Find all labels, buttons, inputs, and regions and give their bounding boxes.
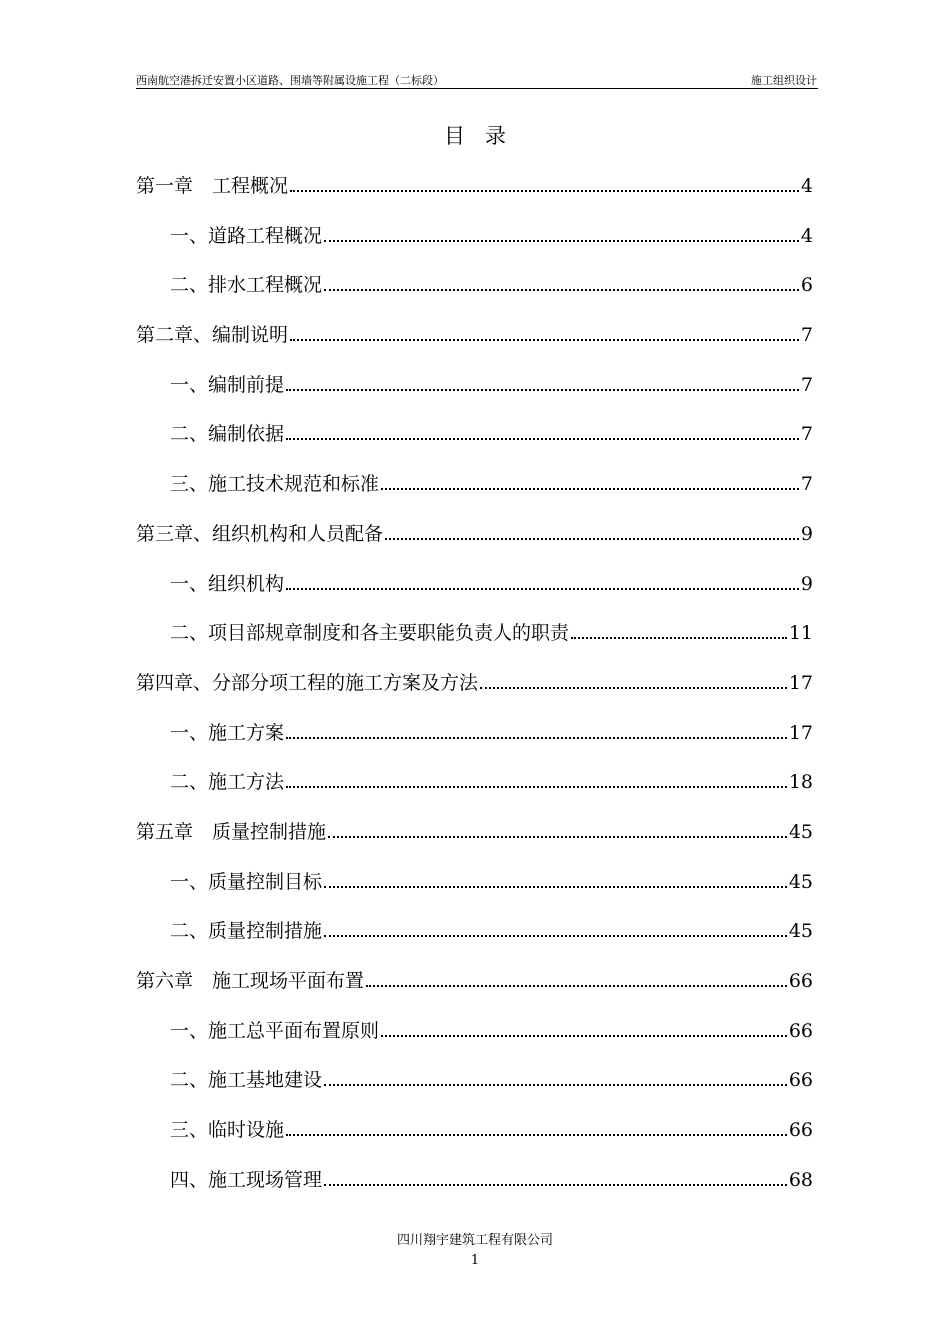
toc-entry-page: 45 bbox=[788, 820, 813, 843]
toc-entry-title: 二、项目部规章制度和各主要职能负责人的职责 bbox=[170, 622, 570, 645]
dot-leader bbox=[381, 1035, 787, 1037]
toc-entry-page: 17 bbox=[788, 721, 813, 744]
toc-entry-page: 11 bbox=[788, 622, 813, 645]
toc-entry[interactable] bbox=[136, 818, 813, 868]
dot-leader bbox=[480, 687, 787, 689]
toc-entry[interactable] bbox=[136, 868, 813, 918]
dot-leader bbox=[286, 438, 799, 440]
toc-entry-title: 二、施工方法 bbox=[170, 771, 285, 794]
toc-entry-title: 二、施工基地建设 bbox=[170, 1069, 323, 1092]
toc-entry[interactable] bbox=[136, 619, 813, 669]
toc-entry-page: 9 bbox=[800, 522, 813, 545]
toc-entry[interactable] bbox=[136, 1116, 813, 1166]
toc-entry-title: 第四章、分部分项工程的施工方案及方法 bbox=[136, 671, 479, 694]
dot-leader bbox=[324, 240, 799, 242]
toc-entry[interactable] bbox=[136, 1066, 813, 1116]
toc-entry-title: 一、道路工程概况 bbox=[170, 224, 323, 247]
toc-entry-page: 66 bbox=[788, 1069, 813, 1092]
dot-leader bbox=[290, 339, 799, 341]
dot-leader bbox=[324, 1084, 787, 1086]
dot-leader bbox=[286, 588, 799, 590]
dot-leader bbox=[328, 836, 787, 838]
toc-entry-title: 二、质量控制措施 bbox=[170, 920, 323, 943]
toc-entry[interactable] bbox=[136, 768, 813, 818]
dot-leader bbox=[324, 1184, 787, 1186]
toc-entry[interactable] bbox=[136, 719, 813, 769]
dot-leader bbox=[324, 289, 799, 291]
toc-entry-title: 第三章、组织机构和人员配备 bbox=[136, 522, 384, 545]
toc-entry-title: 二、排水工程概况 bbox=[170, 274, 323, 297]
dot-leader bbox=[290, 190, 799, 192]
toc-entry-page: 66 bbox=[788, 1119, 813, 1142]
dot-leader bbox=[324, 886, 787, 888]
toc-entry-title: 第六章 施工现场平面布置 bbox=[136, 970, 365, 992]
toc-entry-page: 66 bbox=[788, 970, 813, 992]
toc-entry[interactable] bbox=[136, 917, 813, 967]
toc-entry[interactable] bbox=[136, 520, 813, 570]
dot-leader bbox=[366, 985, 787, 987]
toc-entry-title: 第一章 工程概况 bbox=[136, 175, 289, 197]
footer-page-number: 1 bbox=[470, 1253, 480, 1268]
dot-leader bbox=[286, 1134, 787, 1136]
dot-leader bbox=[385, 538, 799, 540]
toc-entry-title: 四、施工现场管理 bbox=[170, 1168, 323, 1191]
toc-entry-title: 一、组织机构 bbox=[170, 572, 285, 595]
toc-entry-title: 第二章、编制说明 bbox=[136, 324, 289, 347]
toc-entry[interactable] bbox=[136, 172, 813, 222]
toc-entry[interactable] bbox=[136, 321, 813, 371]
toc-entry-title: 第五章 质量控制措施 bbox=[136, 820, 327, 843]
toc-entry-page: 7 bbox=[800, 373, 813, 396]
toc-entry[interactable] bbox=[136, 470, 813, 520]
footer-company: 四川翔宇建筑工程有限公司 bbox=[396, 1233, 553, 1248]
toc-entry-page: 9 bbox=[800, 572, 813, 595]
toc-entry-page: 4 bbox=[800, 224, 813, 247]
toc-entry-page: 7 bbox=[800, 423, 813, 446]
dot-leader bbox=[286, 389, 799, 391]
toc-entry[interactable] bbox=[136, 967, 813, 1017]
toc-entry-title: 一、编制前提 bbox=[170, 373, 285, 396]
toc-entry[interactable] bbox=[136, 420, 813, 470]
toc-entry-page: 6 bbox=[800, 274, 813, 297]
toc-entry-page: 7 bbox=[800, 324, 813, 347]
toc-entry-page: 68 bbox=[788, 1168, 813, 1191]
running-header-right: 施工组织设计 bbox=[751, 74, 817, 87]
running-header-left: 西南航空港拆迁安置小区道路、围墙等附属设施工程（二标段） bbox=[136, 74, 444, 87]
header-rule bbox=[136, 88, 818, 89]
toc-entry-page: 66 bbox=[788, 1019, 813, 1042]
dot-leader bbox=[324, 935, 787, 937]
toc-entry[interactable] bbox=[136, 371, 813, 421]
toc-entry-page: 45 bbox=[788, 870, 813, 893]
dot-leader bbox=[381, 488, 799, 490]
dot-leader bbox=[286, 786, 787, 788]
toc-entry[interactable] bbox=[136, 570, 813, 620]
toc-entry-page: 45 bbox=[788, 920, 813, 943]
toc-entry-title: 二、编制依据 bbox=[170, 423, 285, 446]
dot-leader bbox=[571, 637, 787, 639]
dot-leader bbox=[286, 737, 787, 739]
toc-entry-page: 7 bbox=[800, 473, 813, 496]
toc-entry-page: 4 bbox=[800, 175, 813, 197]
toc-entry-page: 18 bbox=[788, 771, 813, 794]
toc-entry[interactable] bbox=[136, 1166, 813, 1216]
toc-entry-title: 一、施工方案 bbox=[170, 721, 285, 744]
toc-entry-page: 17 bbox=[788, 671, 813, 694]
toc-title: 目录 bbox=[444, 124, 526, 148]
toc-entry[interactable] bbox=[136, 669, 813, 719]
toc-entry[interactable] bbox=[136, 271, 813, 321]
toc-entry[interactable] bbox=[136, 222, 813, 272]
toc-entry-title: 一、施工总平面布置原则 bbox=[170, 1019, 380, 1042]
toc-entry-title: 三、施工技术规范和标准 bbox=[170, 473, 380, 496]
toc-entry[interactable] bbox=[136, 1017, 813, 1067]
toc-entry-title: 一、质量控制目标 bbox=[170, 870, 323, 893]
table-of-contents bbox=[136, 172, 813, 1215]
toc-entry-title: 三、临时设施 bbox=[170, 1119, 285, 1142]
